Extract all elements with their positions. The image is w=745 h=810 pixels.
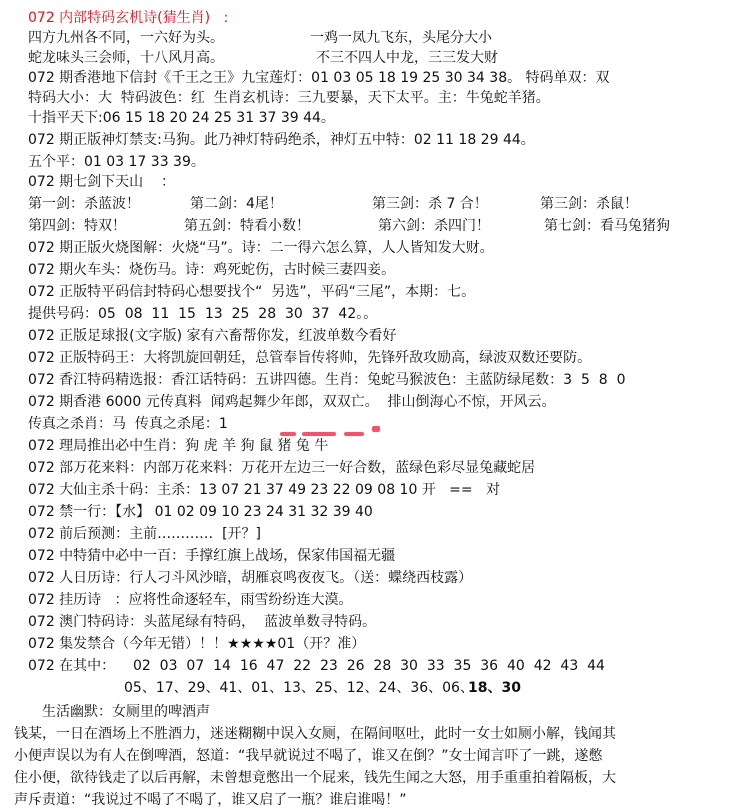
text-segment: 072 集发禁合（今年无错）！！★★★★01（开？准）: [28, 636, 366, 652]
text-segment: 不三不四人中龙，三三发大财: [316, 50, 498, 66]
text-segment: 一鸡一凤九飞东，头尾分大小: [310, 30, 492, 46]
text-segment: 072 期七剑下天山 ：: [28, 174, 175, 190]
text-segment: 072 香江特码精选报：香江话特码：五讲四德。生肖：兔蛇马猴波色：主蓝防绿尾数：3 5 8 0: [28, 372, 626, 388]
text-segment: 钱某，一日在酒场上不胜酒力，迷迷糊糊中误入女厕，在隔间呕吐，此时一女士如厕小解，钱闻其: [14, 726, 616, 742]
text-segment: 072 理局推出必中生肖：狗 虎 羊 狗 鼠 猪 兔 牛: [28, 438, 329, 454]
text-segment: 072 内部特码玄机诗(猜生肖) :: [28, 10, 229, 26]
text-segment: 小便声误以为有人在倒啤酒，怒道：“我早就说过不喝了，谁又在倒？”女士闻言吓了一跳，遂憋: [14, 748, 603, 764]
text-segment: 第五剑：特看小数！: [184, 218, 310, 234]
text-segment: 蛇龙味头三会师，十八风月高。: [28, 50, 224, 66]
text-segment: 072 人日历诗：行人刁斗风沙暗，胡雁哀鸣夜夜飞。（送：蝶绕西枝露）: [28, 570, 473, 586]
text-segment: 十指平天下:06 15 18 20 24 25 31 37 39 44。: [28, 110, 335, 126]
text-segment: 072 正版特平码信封特码心想要找个“ 另选”，平码“三尾”，本期：七。: [28, 284, 476, 300]
text-segment: 传真之杀肖：马 传真之杀尾：1: [28, 416, 228, 432]
text-segment: 072 期香港 6000 元传真料 闻鸡起舞少年郎，双双亡。 排山倒海心不惊，开风云。: [28, 394, 556, 410]
text-segment: 072 期香港地下信封《千王之王》九宝莲灯：01 03 05 18 19 25 30 34 38。 特码单双：双: [28, 70, 610, 86]
text-segment: 第六剑：杀四门！: [378, 218, 490, 234]
text-segment: 四方九州各不同，一六好为头。: [28, 30, 224, 46]
text-segment: 第七剑：看马兔猪狗: [544, 218, 670, 234]
text-segment: 072 期正版神灯禁支:马狗。此乃神灯特码绝杀，神灯五中特：02 11 18 29 44。: [28, 132, 535, 148]
text-segment: 18、30: [468, 680, 521, 696]
text-segment: 声斥责道：“我说过不喝了不喝了，谁又启了一瓶？谁启谁喝！”: [14, 792, 407, 808]
text-segment: 特码大小：大 特码波色：红 生肖玄机诗：三九要暴，天下太平。主：牛兔蛇羊猪。: [28, 90, 550, 106]
text-segment: 住小便，欲待钱走了以后再解，未曾想竟憋出一个屁来，钱先生闻之大怒，用手重重拍着隔板，大: [14, 770, 616, 786]
text-segment: 072 澳门特码诗：头蓝尾绿有特码， 蓝波单数寻特码。: [28, 614, 377, 630]
text-segment: 072 大仙主杀十码：主杀：13 07 21 37 49 23 22 09 08 10 开 == 对: [28, 482, 500, 498]
text-segment: 第二剑：4尾！: [190, 196, 283, 212]
text-segment: 第三剑：杀鼠！: [540, 196, 638, 212]
text-segment: 生活幽默：女厕里的啤酒声: [42, 704, 210, 720]
text-segment: 提供号码：05 08 11 15 13 25 28 30 37 42。。: [28, 306, 378, 322]
text-segment: 072 中特猜中必中一百：手撑红旗上战场，保家伟国福无疆: [28, 548, 396, 564]
text-segment: 五个平：01 03 17 33 39。: [28, 154, 205, 170]
text-segment: 072 前后预测：主前………… [开？]: [28, 526, 261, 542]
text-segment: 072 部万花来料：内部万花来料：万花开左边三一好合数，蓝绿色彩尽显兔藏蛇居: [28, 460, 536, 476]
text-segment: 第一剑：杀蓝波！: [28, 196, 140, 212]
text-segment: 072 正版特码王：大将凯旋回朝廷，总管奉旨传将帅，先锋歼敌攻励高，绿波双数还要防。: [28, 350, 592, 366]
text-segment: 第四剑：特双！: [28, 218, 126, 234]
text-segment: 072 正版足球报(文字版) 家有六畜帮你发，红波单数今看好: [28, 328, 397, 344]
text-segment: 072 禁一行：【水】 01 02 09 10 23 24 31 32 39 40: [28, 504, 373, 520]
text-segment: 072 期火车头：烧伤马。诗：鸡死蛇伤，古时候三妻四妾。: [28, 262, 396, 278]
text-segment: 072 在其中： 02 03 07 14 16 47 22 23 26 28 30 33 35 36 40 42 43 44: [28, 658, 605, 674]
text-segment: 072 期正版火烧图解：火烧“马”。诗：二一得六怎么算，人人皆知发大财。: [28, 240, 494, 256]
text-segment: 05、17、29、41、01、13、25、12、24、36、06、: [124, 680, 474, 696]
text-segment: 第三剑：杀 7 合！: [372, 196, 488, 212]
text-segment: 072 挂历诗 ：应将性命逐轻车，雨雪纷纷连大漠。: [28, 592, 353, 608]
